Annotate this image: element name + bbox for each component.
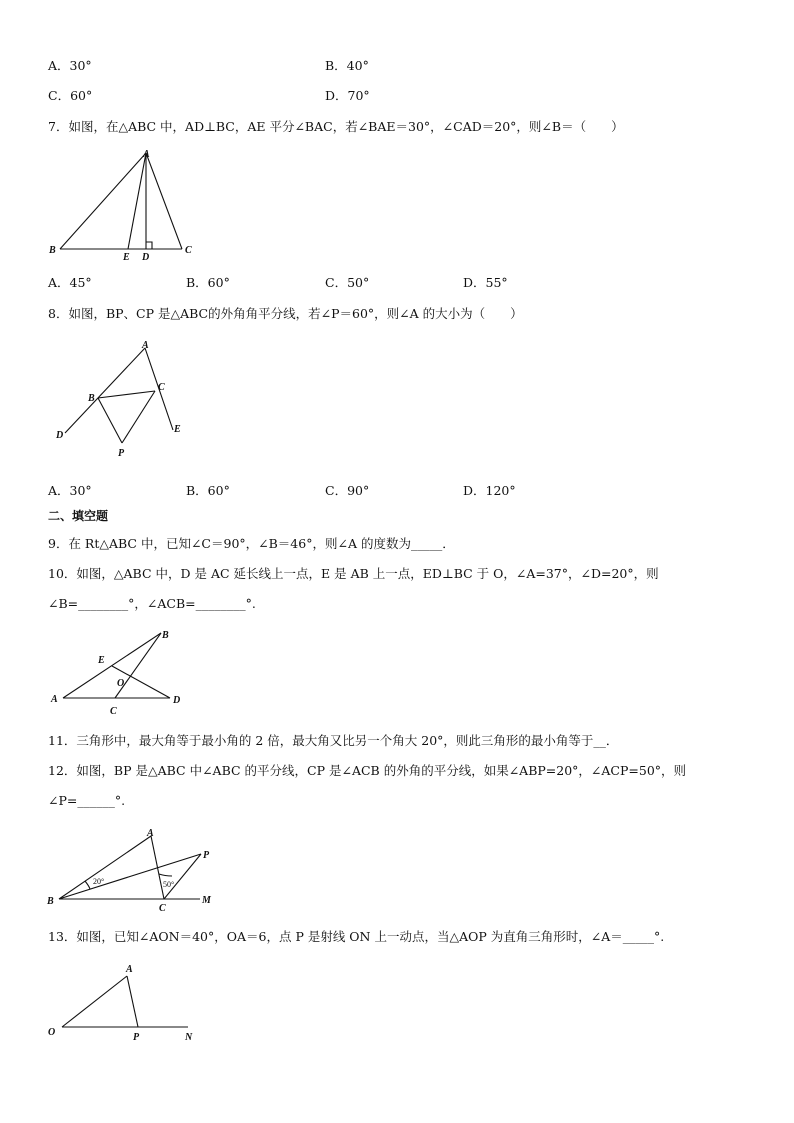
- q6-option-d: D．70°: [325, 88, 370, 103]
- q12-label-p: P: [203, 850, 210, 861]
- q7-figure: [45, 145, 205, 265]
- q12-text-line2: ∠P=______°.: [48, 793, 126, 808]
- q12-label-m: M: [202, 895, 211, 906]
- q7-option-b: B．60°: [186, 275, 230, 290]
- q8-option-d: D．120°: [463, 483, 516, 498]
- q7-option-a: A．45°: [48, 275, 92, 290]
- q7-side-ac: [146, 153, 182, 249]
- q10-label-a: A: [51, 694, 58, 705]
- q8-label-d: D: [56, 430, 64, 441]
- q12-figure: [45, 822, 225, 912]
- q12-text-line1: 12．如图，BP 是△ABC 中∠ABC 的平分线，CP 是∠ACB 的外角的平分线，如果∠ABP=20°，∠ACP=50°，则: [48, 763, 687, 778]
- q13-label-n: N: [185, 1032, 193, 1043]
- q7-bisector-ae: [128, 153, 146, 249]
- q8-line-ad: [65, 348, 145, 433]
- q12-angle-label-20: 20°: [93, 877, 105, 886]
- q8-label-b: B: [88, 393, 95, 404]
- q7-label-a: A: [143, 149, 150, 160]
- q6-option-a: A．30°: [48, 58, 92, 73]
- q10-label-o: O: [117, 678, 125, 689]
- q8-label-c: C: [158, 382, 165, 393]
- q10-label-d: D: [173, 695, 181, 706]
- q10-text-line2: ∠B=________°，∠ACB=________°.: [48, 596, 256, 611]
- q10-figure: [45, 622, 205, 717]
- q13-label-o: O: [48, 1027, 56, 1038]
- q12-angle-label-50: 50°: [163, 880, 175, 889]
- q8-side-bc: [98, 391, 155, 398]
- q8-option-c: C．90°: [325, 483, 370, 498]
- q13-text: 13．如图，已知∠AON＝40°，OA＝6，点 P 是射线 ON 上一动点，当△AOP 为直角三角形时，∠A＝_____°.: [48, 929, 665, 944]
- q12-label-b: B: [47, 896, 54, 907]
- q13-label-p: P: [133, 1032, 140, 1043]
- q8-text: 8．如图，BP、CP 是△ABC的外角角平分线，若∠P＝60°，则∠A 的大小为（ ）: [48, 306, 523, 321]
- q10-side-ab: [63, 633, 161, 698]
- q8-label-e: E: [174, 424, 181, 435]
- q8-option-a: A．30°: [48, 483, 92, 498]
- q12-angle-arc-c: [159, 874, 172, 876]
- q7-label-e: E: [123, 252, 130, 263]
- q6-option-c: C．60°: [48, 88, 93, 103]
- q8-label-p: P: [118, 448, 125, 459]
- q12-label-c: C: [159, 903, 166, 914]
- q8-line-cp: [122, 391, 155, 443]
- q9-text: 9．在 Rt△ABC 中，已知∠C＝90°，∠B＝46°，则∠A 的度数为_____．: [48, 536, 455, 551]
- q7-right-angle-mark: [146, 242, 152, 249]
- q7-label-c: C: [185, 245, 192, 256]
- section-title: 二、填空题: [48, 509, 109, 523]
- q10-text-line1: 10．如图，△ABC 中，D 是 AC 延长线上一点，E 是 AB 上一点，ED⊥BC 于 O，∠A=37°，∠D=20°，则: [48, 566, 659, 581]
- q8-option-b: B．60°: [186, 483, 230, 498]
- q13-segment-oa: [62, 976, 127, 1027]
- q7-text: 7．如图，在△ABC 中，AD⊥BC，AE 平分∠BAC，若∠BAE＝30°，∠CAD＝20°，则∠B＝（ ）: [48, 119, 624, 134]
- q13-segment-ap: [127, 976, 138, 1027]
- q12-line-bp: [59, 854, 201, 899]
- q7-option-d: D．55°: [463, 275, 508, 290]
- q10-label-e: E: [98, 655, 105, 666]
- q7-option-c: C．50°: [325, 275, 370, 290]
- q12-label-a: A: [147, 828, 154, 839]
- q11-text: 11．三角形中，最大角等于最小角的 2 倍，最大角又比另一个角大 20°，则此三角形的最小角等于__．: [48, 733, 619, 748]
- q13-figure: [45, 958, 215, 1048]
- q8-figure: [50, 335, 210, 465]
- q7-label-b: B: [49, 245, 56, 256]
- q10-label-c: C: [110, 706, 117, 717]
- q8-label-a: A: [142, 340, 149, 351]
- q10-label-b: B: [162, 630, 169, 641]
- q8-line-bp: [98, 398, 122, 443]
- q7-side-ab: [60, 153, 146, 249]
- q12-side-ab: [59, 836, 151, 899]
- q12-angle-arc-b: [85, 881, 90, 889]
- q12-line-cp: [164, 854, 201, 899]
- q7-label-d: D: [142, 252, 150, 263]
- q13-label-a: A: [126, 964, 133, 975]
- q6-option-b: B．40°: [325, 58, 369, 73]
